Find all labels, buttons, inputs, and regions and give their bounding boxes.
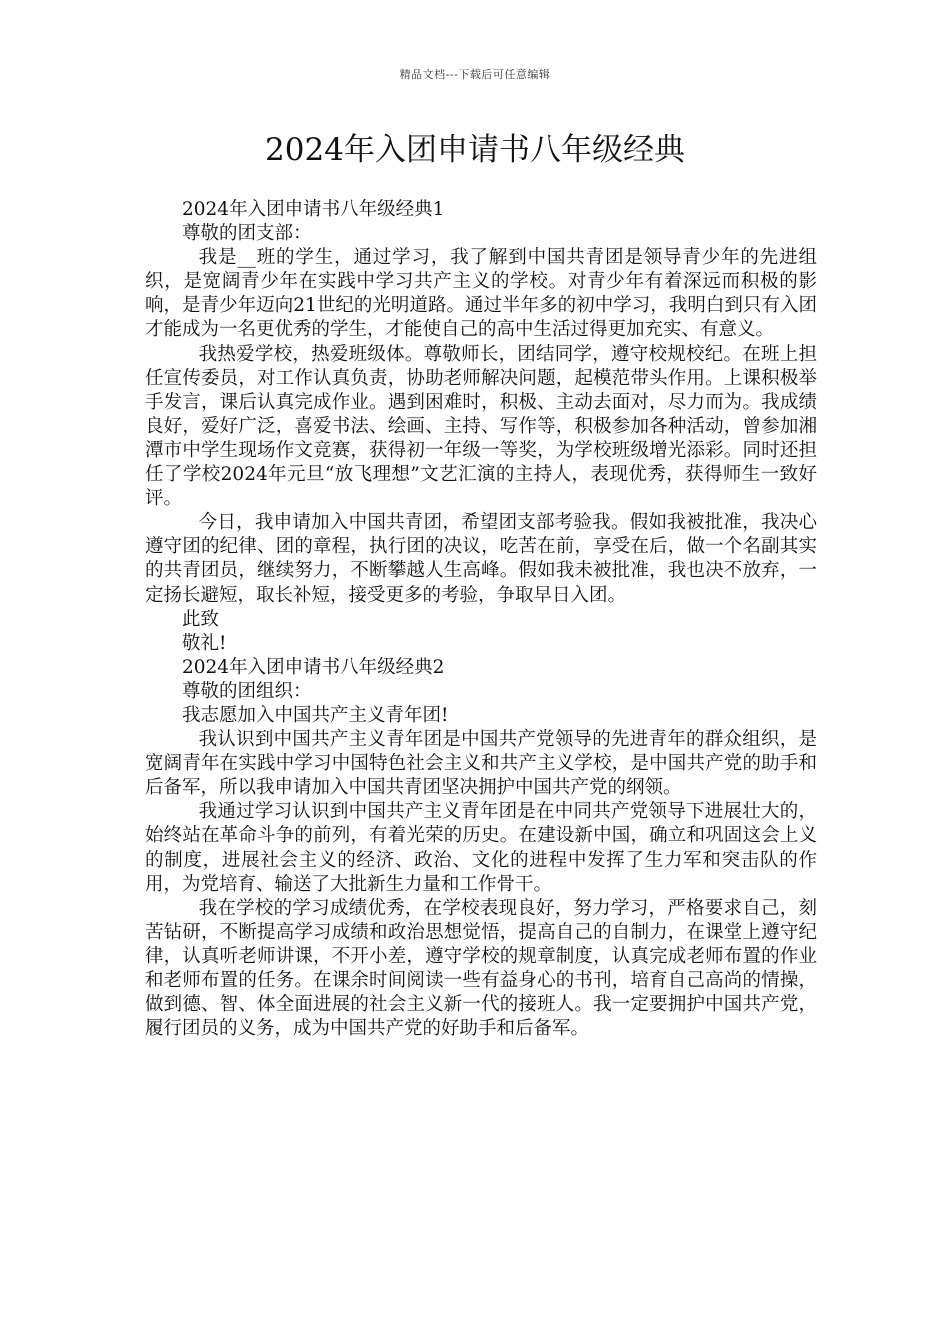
salutation-2: 尊敬的团组织： xyxy=(182,680,312,702)
body-paragraph: 我在学校的学习成绩优秀，在学校表现良好，努力学习，严格要求自己，刻苦钻研，不断提高学习成绩和政治思想觉悟，提高自己的自制力，在课堂上遵守纪律，认真听老师讲课，不开小差，遵守学校的规章制度，认真完成老师布置的作业和老师布置的任务。在课余时间阅读一些有益身心的书刊，培育自己高尚的情操，做到德、智、体全面进展的社会主义新一代的接班人。我一定要拥护中国共产党，履行团员的义务，成为中国共产党的好助手和后备军。 xyxy=(145,897,817,1040)
document-body xyxy=(145,198,817,1041)
body-paragraph: 我是__班的学生，通过学习，我了解到中国共青团是领导青少年的先进组织，是宽阔青少年在实践中学习共产主义的学校。对青少年有着深远而积极的影响，是青少年迈向21世纪的光明道路。通过半年多的初中学习，我明白到只有入团才能成为一名更优秀的学生，才能使自己的高中生活过得更加充实、有意义。 xyxy=(145,247,817,341)
body-paragraph: 我认识到中国共产主义青年团是中国共产党领导的先进青年的群众组织，是宽阔青年在实践中学习中国特色社会主义和共产主义学校，是中国共产党的助手和后备军，所以我申请加入中国共青团坚决拥护中国共产党的纲领。 xyxy=(145,729,817,799)
section-heading-1: 2024年入团申请书八年级经典1 xyxy=(182,199,445,220)
header-note: 精品文档---下载后可任意编辑 xyxy=(399,68,551,81)
salutation-1: 尊敬的团支部： xyxy=(182,223,312,245)
document-title: 2024年入团申请书八年级经典 xyxy=(265,132,685,168)
closing-line: 此致 xyxy=(182,608,220,630)
body-paragraph: 我热爱学校，热爱班级体。尊敬师长，团结同学，遵守校规校纪。在班上担任宣传委员，对工作认真负责，协助老师解决问题，起模范带头作用。上课积极举手发言，课后认真完成作业。遇到困难时，积极、主动去面对，尽力而为。我成绩良好，爱好广泛，喜爱书法、绘画、主持、写作等，积极参加各种活动，曾参加湘潭市中学生现场作文竞赛，获得初一年级一等奖，为学校班级增光添彩。同时还担任了学校2024年元旦“放飞理想”文艺汇演的主持人，表现优秀，获得师生一致好评。 xyxy=(145,343,817,510)
body-paragraph: 我志愿加入中国共产主义青年团! xyxy=(182,704,449,726)
body-paragraph: 我通过学习认识到中国共产主义青年团是在中同共产党领导下进展壮大的，始终站在革命斗争的前列，有着光荣的历史。在建设新中国，确立和巩固这会上义的制度，进展社会主义的经济、政治、文化的进程中发挥了生力军和突击队的作用，为党培育、输送了大批新生力量和工作骨干。 xyxy=(145,801,817,895)
section-heading-2: 2024年入团申请书八年级经典2 xyxy=(182,656,445,678)
closing-line: 敬礼! xyxy=(182,632,227,654)
body-paragraph: 今日，我申请加入中国共青团，希望团支部考验我。假如我被批准，我决心遵守团的纪律、团的章程，执行团的决议，吃苦在前，享受在后，做一个名副其实的共青团员，继续努力，不断攀越人生高峰。假如我未被批准，我也决不放弃，一定扬长避短，取长补短，接受更多的考验，争取早日入团。 xyxy=(145,512,817,606)
